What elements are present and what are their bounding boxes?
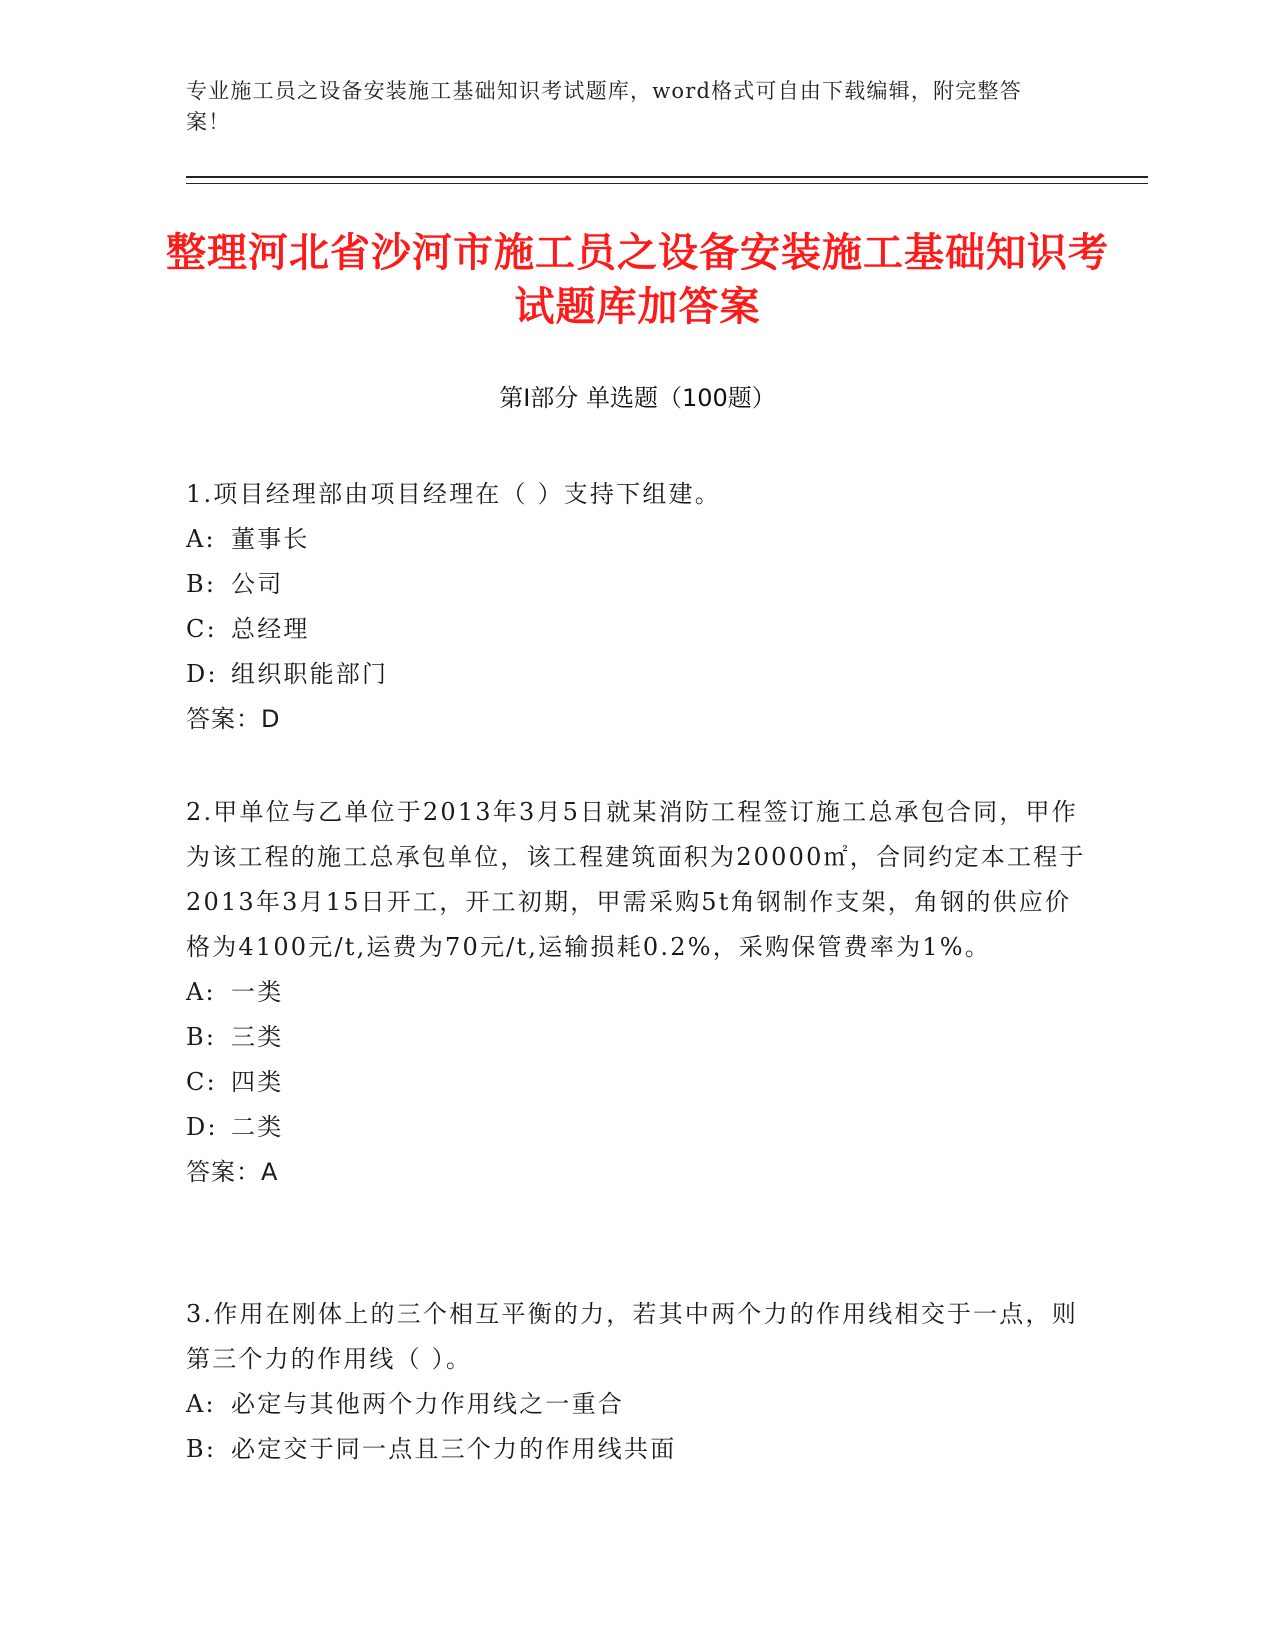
option-text: 四类	[231, 1068, 284, 1096]
document-title: 整理河北省沙河市施工员之设备安装施工基础知识考试题库加答案	[166, 230, 1109, 330]
answer: 答案：D	[186, 705, 281, 733]
option-text: 公司	[231, 570, 284, 598]
option-d	[186, 1105, 1086, 1150]
option-key: B:	[186, 1023, 217, 1051]
option-b	[186, 1015, 1086, 1060]
option-b	[186, 562, 1086, 607]
question-stem: 2.甲单位与乙单位于2013年3月5日就某消防工程签订施工总承包合同，甲作为该工程的施工总承包单位，该工程建筑面积为20000㎡，合同约定本工程于2013年3月15日开工，开工初期，甲需采购5t角钢制作支架，角钢的供应价格为4100元/t,运费为70元/t,运输损耗0.2%，采购保管费率为1%。	[186, 798, 1086, 961]
question-stem: 1.项目经理部由项目经理在（ ）支持下组建。	[186, 480, 721, 508]
option-text: 必定与其他两个力作用线之一重合	[231, 1390, 624, 1418]
header-divider-thin	[186, 183, 1148, 184]
option-key: C:	[186, 615, 217, 643]
answer: 答案：A	[186, 1158, 279, 1186]
question-stem: 3.作用在刚体上的三个相互平衡的力，若其中两个力的作用线相交于一点，则第三个力的作用线（ ）。	[186, 1300, 1078, 1373]
option-key: C:	[186, 1068, 217, 1096]
option-c	[186, 607, 1086, 652]
question-3	[186, 1292, 1086, 1472]
option-text: 组织职能部门	[231, 660, 389, 688]
header-divider-thick	[186, 176, 1148, 178]
option-a	[186, 517, 1086, 562]
option-a	[186, 970, 1086, 1015]
section-heading: 第Ⅰ部分 单选题（100题）	[499, 384, 776, 412]
option-text: 总经理	[231, 615, 310, 643]
option-key: D:	[186, 660, 218, 688]
question-1	[186, 472, 1086, 742]
option-key: A:	[186, 525, 216, 553]
option-key: D:	[186, 1113, 218, 1141]
option-c	[186, 1060, 1086, 1105]
option-text: 二类	[231, 1113, 284, 1141]
option-key: A:	[186, 978, 216, 1006]
option-text: 一类	[231, 978, 284, 1006]
option-d	[186, 652, 1086, 697]
question-2	[186, 790, 1086, 1195]
option-text: 必定交于同一点且三个力的作用线共面	[231, 1435, 677, 1463]
header-note: 专业施工员之设备安装施工基础知识考试题库，word格式可自由下载编辑，附完整答案！	[186, 79, 1022, 134]
option-text: 董事长	[231, 525, 310, 553]
option-b	[186, 1427, 1086, 1472]
option-key: B:	[186, 570, 217, 598]
option-key: A:	[186, 1390, 216, 1418]
option-a	[186, 1382, 1086, 1427]
option-text: 三类	[231, 1023, 284, 1051]
option-key: B:	[186, 1435, 217, 1463]
